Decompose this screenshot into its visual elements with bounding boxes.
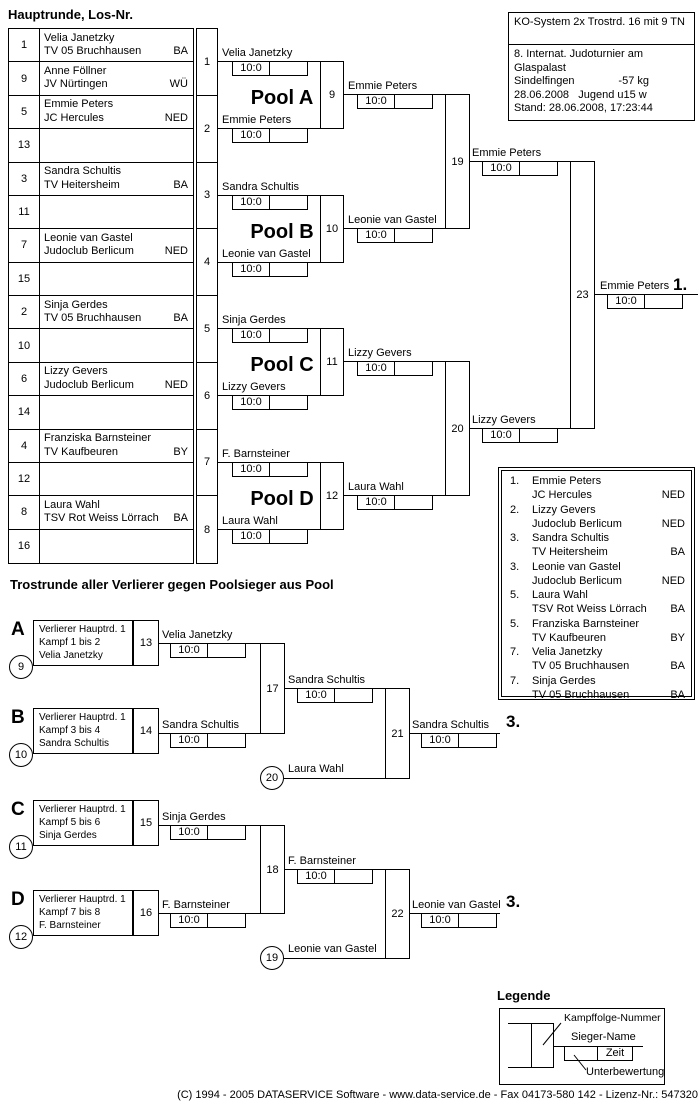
placement-name: Franziska Barnsteiner xyxy=(532,617,639,630)
match-box-13: 13 xyxy=(133,620,159,666)
placement-row xyxy=(502,560,691,589)
score-value: 10:0 xyxy=(357,228,395,243)
match-number: 8 xyxy=(203,523,211,536)
score-time xyxy=(395,361,433,376)
entrant-name: F. Barnsteiner xyxy=(222,448,290,460)
group-line2: Kampf 5 bis 6 xyxy=(39,817,101,828)
group-line1: Verlierer Hauptrd. 1 xyxy=(39,712,126,723)
feed-name: Leonie van Gastel xyxy=(288,943,377,955)
match-box-23: 23 xyxy=(570,161,595,429)
lot-number: 6 xyxy=(9,363,40,395)
winner-name: Emmie Peters xyxy=(348,80,418,92)
score-time xyxy=(270,262,308,277)
group-letter-b: B xyxy=(11,707,25,728)
score-time xyxy=(395,495,433,510)
competitor-fed: BA xyxy=(173,312,188,324)
score-time xyxy=(459,733,497,748)
table-row xyxy=(9,263,193,296)
group-letter-d: D xyxy=(11,889,25,910)
feed-circle: 11 xyxy=(9,835,33,859)
lot-number: 4 xyxy=(9,430,40,462)
competitor-club: JC Hercules xyxy=(44,111,104,124)
competitor-fed: BA xyxy=(173,512,188,525)
entrant-name: Leonie van Gastel xyxy=(222,248,311,260)
competitor-fed: NED xyxy=(164,378,188,391)
score-box xyxy=(232,128,308,143)
lot-number: 8 xyxy=(9,496,40,528)
score-value: 10:0 xyxy=(170,825,208,840)
match-number: 2 xyxy=(197,96,217,163)
score-box xyxy=(232,61,308,76)
winner-name: Sinja Gerdes xyxy=(162,811,226,823)
bronze-winner-name: Leonie van Gastel xyxy=(412,899,501,911)
placement-rank: 3. xyxy=(510,560,520,573)
score-time xyxy=(270,395,308,410)
score-box xyxy=(170,643,246,658)
placement-row xyxy=(502,617,691,646)
placement-row xyxy=(502,474,691,503)
competitor-name: Leonie van Gastel xyxy=(44,231,133,244)
match-box-22: 22 xyxy=(385,869,410,959)
score-time xyxy=(335,688,373,703)
competitor-club: Judoclub Berlicum xyxy=(44,245,134,258)
score-box xyxy=(170,913,246,928)
match-box-17: 17 xyxy=(260,643,285,734)
score-time xyxy=(208,643,246,658)
score-value: 10:0 xyxy=(357,361,395,376)
legend-zeit-cell: Zeit xyxy=(598,1046,633,1061)
score-value: 10:0 xyxy=(232,462,270,477)
place-3-label: 3. xyxy=(506,892,521,911)
lot-number: 14 xyxy=(9,396,40,428)
entrant-name: Velia Janetzky xyxy=(222,47,293,59)
placement-name: Laura Wahl xyxy=(532,589,588,601)
placement-row xyxy=(502,674,691,703)
info-weight-class: -57 kg xyxy=(618,75,649,87)
score-time xyxy=(208,825,246,840)
placement-rank: 3. xyxy=(510,532,520,544)
placement-fed: NED xyxy=(661,517,685,530)
competitor-club: JV Nürtingen xyxy=(44,78,108,91)
score-value: 10:0 xyxy=(232,529,270,544)
competitor-name: Lizzy Gevers xyxy=(44,365,108,378)
placement-fed: BA xyxy=(670,603,685,615)
score-time xyxy=(270,61,308,76)
score-box xyxy=(607,294,683,309)
table-row xyxy=(9,29,193,62)
placement-name: Velia Janetzky xyxy=(532,646,603,658)
winner-name: Lizzy Gevers xyxy=(472,414,536,426)
placement-row xyxy=(502,645,691,674)
feed-circle: 20 xyxy=(260,766,284,790)
score-box xyxy=(357,361,433,376)
score-box xyxy=(357,94,433,109)
placement-club: TSV Rot Weiss Lörrach xyxy=(532,603,647,615)
group-line1: Verlierer Hauptrd. 1 xyxy=(39,624,126,635)
score-time xyxy=(520,161,558,176)
score-time xyxy=(520,428,558,443)
placement-rank: 7. xyxy=(510,674,520,687)
competitor-name: Franziska Barnsteiner xyxy=(44,432,151,444)
placement-name: Sinja Gerdes xyxy=(532,674,596,687)
legend-kampffolge-label: Kampffolge-Nummer xyxy=(564,1012,661,1024)
competitor-name: Sandra Schultis xyxy=(44,165,122,177)
score-value: 10:0 xyxy=(482,428,520,443)
table-row xyxy=(9,530,193,563)
repechage-header: Trostrunde aller Verlierer gegen Poolsieger aus Pool xyxy=(10,577,334,592)
score-value: 10:0 xyxy=(170,913,208,928)
placement-club: JC Hercules xyxy=(532,489,592,501)
entrant-name: Emmie Peters xyxy=(222,114,292,126)
score-value: 10:0 xyxy=(232,262,270,277)
match-box-15: 15 xyxy=(133,800,159,846)
score-time xyxy=(459,913,497,928)
match-box-19: 19 xyxy=(445,94,470,229)
lot-number: 12 xyxy=(9,463,40,495)
match-box-20: 20 xyxy=(445,361,470,496)
champion-name: Emmie Peters xyxy=(600,280,670,292)
placements-box xyxy=(498,467,695,700)
score-box xyxy=(357,228,433,243)
match-box-11: 11 xyxy=(320,328,344,396)
lot-number: 10 xyxy=(9,329,40,361)
score-time xyxy=(335,869,373,884)
match-box-12: 12 xyxy=(320,462,344,530)
lot-number: 11 xyxy=(9,196,40,228)
group-line3: F. Barnsteiner xyxy=(39,920,101,931)
feed-name: Laura Wahl xyxy=(288,763,344,775)
placement-fed: BA xyxy=(670,660,685,672)
lot-number: 13 xyxy=(9,129,40,161)
score-time xyxy=(208,913,246,928)
score-value: 10:0 xyxy=(232,195,270,210)
score-box xyxy=(482,161,558,176)
score-box xyxy=(232,462,308,477)
score-time xyxy=(395,94,433,109)
pool-b-label: Pool B xyxy=(250,221,314,243)
winner-name: Leonie van Gastel xyxy=(348,214,437,226)
winner-name: Sandra Schultis xyxy=(288,674,366,686)
placement-fed: BA xyxy=(670,688,685,701)
match-box-9: 9 xyxy=(320,61,344,129)
legend-unterbewertung-label: Unterbewertung xyxy=(586,1066,665,1078)
table-row xyxy=(9,463,193,496)
info-event-line: 8. Internat. Judoturnier am Glaspalast xyxy=(514,48,644,74)
score-time xyxy=(270,529,308,544)
lot-number: 2 xyxy=(9,296,40,328)
main-draw-table xyxy=(8,28,194,564)
table-row xyxy=(9,196,193,229)
score-value: 10:0 xyxy=(421,733,459,748)
info-city-weight xyxy=(514,75,689,89)
place-1-label: 1. xyxy=(673,275,688,294)
competitor-name: Laura Wahl xyxy=(44,498,100,511)
competitor-club: TV Kaufbeuren xyxy=(44,445,118,458)
placement-name: Lizzy Gevers xyxy=(532,503,596,516)
entrant-name: Laura Wahl xyxy=(222,515,278,527)
lot-number: 5 xyxy=(9,96,40,128)
bronze-winner-name: Sandra Schultis xyxy=(412,719,490,731)
competitor-fed: BA xyxy=(173,45,188,57)
score-box xyxy=(232,328,308,343)
feed-circle: 12 xyxy=(9,925,33,949)
score-time xyxy=(270,328,308,343)
score-value: 10:0 xyxy=(297,688,335,703)
placement-name: Emmie Peters xyxy=(532,475,602,487)
winner-name: Sandra Schultis xyxy=(162,719,240,731)
bracket-line xyxy=(284,958,385,959)
group-line3: Velia Janetzky xyxy=(39,650,103,661)
competitor-club: Judoclub Berlicum xyxy=(44,378,134,391)
page-title: Hauptrunde, Los-Nr. xyxy=(8,7,133,22)
score-value: 10:0 xyxy=(170,643,208,658)
winner-name: Emmie Peters xyxy=(472,147,542,159)
score-time xyxy=(270,195,308,210)
info-stand-line: Stand: 28.06.2008, 17:23:44 xyxy=(514,102,653,114)
table-row xyxy=(9,329,193,362)
placements-inner xyxy=(501,470,692,701)
entrant-name: Sandra Schultis xyxy=(222,181,300,193)
lot-number: 16 xyxy=(9,530,40,563)
group-line3: Sandra Schultis xyxy=(39,738,110,749)
lot-number: 1 xyxy=(9,29,40,61)
competitor-name: Velia Janetzky xyxy=(44,31,115,44)
lot-number: 9 xyxy=(9,62,40,94)
score-time xyxy=(270,128,308,143)
lot-number: 7 xyxy=(9,229,40,261)
score-value: 10:0 xyxy=(232,395,270,410)
placement-club: TV Kaufbeuren xyxy=(532,631,606,644)
score-value: 10:0 xyxy=(232,61,270,76)
group-info-box xyxy=(33,708,133,754)
table-row xyxy=(9,62,193,95)
score-box xyxy=(170,733,246,748)
match-number: 7 xyxy=(197,430,217,497)
winner-name: Lizzy Gevers xyxy=(348,347,412,359)
placement-row xyxy=(502,503,691,532)
score-box xyxy=(421,913,497,928)
winner-name: Velia Janetzky xyxy=(162,629,233,641)
placement-club: Judoclub Berlicum xyxy=(532,517,622,530)
competitor-name: Sinja Gerdes xyxy=(44,298,108,311)
group-info-box xyxy=(33,620,133,666)
competitor-fed: NED xyxy=(164,111,188,124)
match-box-14: 14 xyxy=(133,708,159,754)
placement-fed: BA xyxy=(670,546,685,558)
winner-name: F. Barnsteiner xyxy=(288,855,356,867)
match-number: 3 xyxy=(197,163,217,230)
score-box xyxy=(297,869,373,884)
placement-name: Leonie van Gastel xyxy=(532,560,621,573)
placement-fed: NED xyxy=(661,574,685,587)
table-row xyxy=(9,229,193,262)
score-box xyxy=(232,395,308,410)
score-time xyxy=(270,462,308,477)
bracket-line xyxy=(284,778,385,779)
table-row xyxy=(9,430,193,463)
competitor-fed: NED xyxy=(164,245,188,258)
group-line3: Sinja Gerdes xyxy=(39,830,97,841)
pool-c-label: Pool C xyxy=(250,354,314,376)
score-value: 10:0 xyxy=(357,495,395,510)
placement-fed: BY xyxy=(670,631,685,644)
score-box xyxy=(232,529,308,544)
table-row xyxy=(9,496,193,529)
score-value: 10:0 xyxy=(421,913,459,928)
round1-match-column xyxy=(196,28,218,564)
table-row xyxy=(9,363,193,396)
competitor-club: TV Heitersheim xyxy=(44,178,120,191)
score-time xyxy=(645,294,683,309)
info-box xyxy=(508,12,695,121)
table-row xyxy=(9,129,193,162)
info-date-category: 28.06.2008 Jugend u15 w xyxy=(514,88,647,101)
group-line2: Kampf 7 bis 8 xyxy=(39,907,101,918)
match-box-18: 18 xyxy=(260,825,285,914)
placement-rank: 7. xyxy=(510,646,520,658)
group-line1: Verlierer Hauptrd. 1 xyxy=(39,804,126,815)
match-number: 4 xyxy=(197,229,217,296)
score-value: 10:0 xyxy=(232,128,270,143)
placement-rank: 5. xyxy=(510,617,520,630)
group-info-box xyxy=(33,890,133,936)
competitor-fed: WÜ xyxy=(169,78,188,91)
competitor-fed: BA xyxy=(173,178,188,191)
score-value: 10:0 xyxy=(482,161,520,176)
placement-club: TV Heitersheim xyxy=(532,546,608,558)
group-line2: Kampf 1 bis 2 xyxy=(39,637,101,648)
score-time xyxy=(208,733,246,748)
lot-number: 3 xyxy=(9,163,40,195)
score-box xyxy=(297,688,373,703)
winner-name: F. Barnsteiner xyxy=(162,899,230,911)
score-value: 10:0 xyxy=(170,733,208,748)
legend-sieger-label: Sieger-Name xyxy=(571,1031,636,1043)
winner-name: Laura Wahl xyxy=(348,481,404,493)
match-box-10: 10 xyxy=(320,195,344,263)
table-row xyxy=(9,163,193,196)
score-box xyxy=(482,428,558,443)
legend-title: Legende xyxy=(497,988,551,1003)
placement-row xyxy=(502,531,691,560)
feed-circle: 10 xyxy=(9,743,33,767)
placement-fed: NED xyxy=(661,489,685,501)
placement-club: Judoclub Berlicum xyxy=(532,574,622,587)
table-row xyxy=(9,396,193,429)
competitor-name: Emmie Peters xyxy=(44,98,114,111)
info-city: Sindelfingen xyxy=(514,75,575,87)
feed-circle: 19 xyxy=(260,946,284,970)
entrant-name: Sinja Gerdes xyxy=(222,314,286,326)
placement-club: TV 05 Bruchhausen xyxy=(532,688,630,701)
score-value: 10:0 xyxy=(232,328,270,343)
score-value: 10:0 xyxy=(357,94,395,109)
table-row xyxy=(9,296,193,329)
match-number: 1 xyxy=(197,29,217,96)
pool-a-label: Pool A xyxy=(250,87,314,109)
table-row xyxy=(9,96,193,129)
placement-rank: 2. xyxy=(510,503,520,516)
competitor-club: TSV Rot Weiss Lörrach xyxy=(44,512,159,525)
score-box xyxy=(421,733,497,748)
score-time xyxy=(395,228,433,243)
competitor-name: Anne Föllner xyxy=(44,64,107,77)
placement-name: Sandra Schultis xyxy=(532,532,610,544)
competitor-club: TV 05 Bruchhausen xyxy=(44,312,142,324)
score-value: 10:0 xyxy=(607,294,645,309)
group-letter-c: C xyxy=(11,799,25,820)
pool-d-label: Pool D xyxy=(250,488,314,510)
group-letter-a: A xyxy=(11,619,25,640)
match-number: 6 xyxy=(197,363,217,430)
score-box xyxy=(357,495,433,510)
feed-circle: 9 xyxy=(9,655,33,679)
score-box xyxy=(170,825,246,840)
match-number: 5 xyxy=(197,296,217,363)
entrant-name: Lizzy Gevers xyxy=(222,381,286,393)
group-info-box xyxy=(33,800,133,846)
group-line2: Kampf 3 bis 4 xyxy=(39,725,101,736)
footer-copyright: (C) 1994 - 2005 DATASERVICE Software - www.data-service.de - Fax 04173-580 142 - Lizenz-Nr.: 547320 xyxy=(177,1089,698,1101)
group-line1: Verlierer Hauptrd. 1 xyxy=(39,894,126,905)
placement-club: TV 05 Bruchhausen xyxy=(532,660,630,672)
placement-row xyxy=(502,588,691,617)
competitor-fed: BY xyxy=(173,445,188,458)
match-box-21: 21 xyxy=(385,688,410,779)
match-box-16: 16 xyxy=(133,890,159,936)
place-3-label: 3. xyxy=(506,712,521,731)
placement-rank: 5. xyxy=(510,589,520,601)
lot-number: 15 xyxy=(9,263,40,295)
info-event-section xyxy=(509,45,694,120)
info-system-line: KO-System 2x Trostrd. 16 mit 9 TN xyxy=(509,13,694,45)
score-value: 10:0 xyxy=(297,869,335,884)
score-box xyxy=(232,195,308,210)
placement-rank: 1. xyxy=(510,475,520,487)
score-box xyxy=(232,262,308,277)
competitor-club: TV 05 Bruchhausen xyxy=(44,45,142,57)
